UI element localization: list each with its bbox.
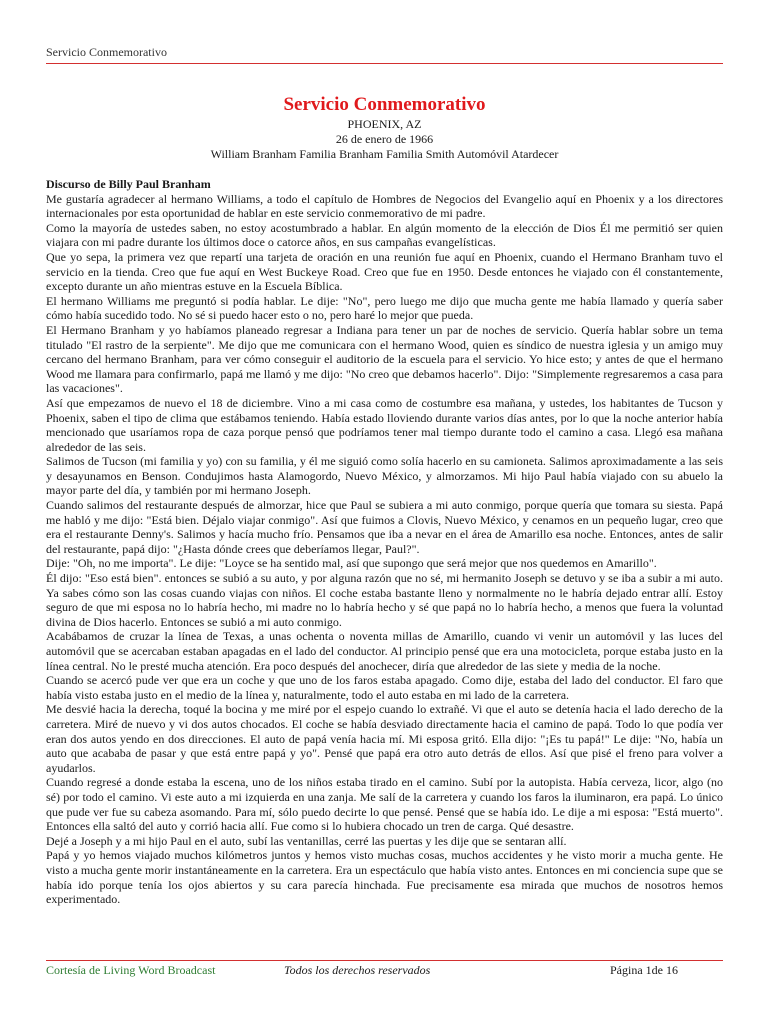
paragraph: Salimos de Tucson (mi familia y yo) con su familia, y él me siguió como solía hacerlo en su camioneta. Salimos aproximadamente a las seis y desayunamos en Benson. Condujimos hasta Alamogordo, Nuevo México, y almorzamos. Mi hijo Paul había viajado con su abuelo la mayor parte del día, y también por mi hermano Joseph. bbox=[46, 454, 723, 498]
page-number: Página 1de 16 bbox=[610, 963, 678, 977]
paragraph: Me gustaría agradecer al hermano Williams, a todo el capítulo de Hombres de Negocios del Evangelio aquí en Phoenix y a los directores internacionales por esta oportunidad de hablar en este servicio conmemorativo de mi padre. bbox=[46, 191, 723, 221]
header-divider bbox=[46, 63, 723, 64]
paragraph: Dejé a Joseph y a mi hijo Paul en el auto, subí las ventanillas, cerré las puertas y les dije que se sentaran allí. bbox=[46, 833, 567, 848]
paragraph: Él dijo: "Eso está bien". entonces se subió a su auto, y por alguna razón que no sé, mi hermanito Joseph se detuvo y se iba a subir a mi auto. Ya sabes cómo son las cosas cuando viajas con niños. El coche estaba bastante lleno y normalmente no le habría dejado entrar allí. Estoy seguro de que mi esposa no lo habría hecho, mi madre no lo habría hecho y sé que papá no lo habría hecho, a menos que fuera la voluntad divina de Dios hacerlo. Entonces se subió a mi auto conmigo. bbox=[46, 571, 723, 629]
location-line: PHOENIX, AZ bbox=[347, 117, 422, 131]
paragraph: Como la mayoría de ustedes saben, no estoy acostumbrado a hablar. En algún momento de la elección de Dios Él me permitió ser quien viajara con mi padre durante los últimos doce o catorce años, en sus campañas evangelísticas. bbox=[46, 220, 723, 250]
document-title: Servicio Conmemorativo bbox=[283, 94, 486, 115]
title-block bbox=[46, 93, 723, 162]
paragraph: Cuando salimos del restaurante después de almorzar, hice que Paul se subiera a mi auto conmigo, porque quería que tomara su siesta. Papá me habló y me dijo: "Está bien. Déjalo viajar conmigo". Así que fuimos a Clovis, Nuevo México, y cenamos en un pequeño lugar, creo que era el restaurante Denny's. Salimos y hacía mucho frío. Pensamos que iba a nevar en el área de Amarillo esa noche. Entonces, antes de salir del restaurante, papá dijo: "¿Hasta dónde crees que deberíamos llegar, Paul?". bbox=[46, 498, 723, 556]
paragraph: El hermano Williams me preguntó si podía hablar. Le dije: "No", pero luego me dijo que mucha gente me había llamado y quería saber cómo había sucedido todo. No sé si puedo hacer esto o no, pero haré lo mejor que pueda. bbox=[46, 293, 723, 323]
paragraph: Que yo sepa, la primera vez que repartí una tarjeta de oración en una reunión fue aquí en Phoenix, cuando el Hermano Branham tuvo el servicio en la tienda. Creo que fue aquí en West Buckeye Road. Creo que fue en 1950. Desde entonces he viajado con él constantemente, excepto durante un año mientras estuve en la Escuela Bíblica. bbox=[46, 249, 723, 294]
section-heading: Discurso de Billy Paul Branham bbox=[46, 177, 211, 191]
running-header: Servicio Conmemorativo bbox=[46, 45, 167, 59]
paragraph: Acabábamos de cruzar la línea de Texas, a unas ochenta o noventa millas de Amarillo, cuando vi venir un automóvil y las luces del automóvil que se acercaban estaban apagadas en el lado del conductor. Al principio pensé que era una motocicleta, porque estaba justo en la línea central. No le presté mucha atención. Era poco después del anochecer, diría que alrededor de las siete y media de la noche. bbox=[46, 629, 723, 673]
paragraph: Cuando se acercó pude ver que era un coche y que uno de los faros estaba apagado. Como dije, estaba del lado del conductor. El faro que había visto estaba justo en el medio de la línea y, naturalmente, todo el auto estaba en mi lado de la carretera. bbox=[46, 673, 723, 702]
paragraph: Cuando regresé a donde estaba la escena, uno de los niños estaba tirado en el camino. Subí por la autopista. Había cerveza, licor, algo (no sé) por todo el camino. Vi este auto a mi izquierda en una zanja. Me salí de la carretera y cuando los faros la iluminaron, era papá. Lo único que pude ver fue su cabeza asomando. Para mí, sólo puedo decirte lo que pensé. Pensé que se había ido. Le dije a mi esposa: "Está muerto". Entonces ella saltó del auto y corrió hacia allí. Fue como si lo hubiera chocado un tren de carga. Qué desastre. bbox=[46, 775, 723, 834]
rights-text: Todos los derechos reservados bbox=[284, 963, 431, 977]
document-body bbox=[46, 177, 723, 907]
courtesy-text: Cortesía de Living Word Broadcast bbox=[46, 963, 216, 977]
subtitle-line: William Branham Familia Branham Familia Smith Automóvil Atardecer bbox=[210, 147, 559, 161]
paragraph: El Hermano Branham y yo habíamos planeado regresar a Indiana para tener un par de noches de servicio. Quería hablar sobre un tema titulado "El rastro de la serpiente". Me dijo que me comunicara con el hermano Wood, quien es síndico de nuestra iglesia y un amigo muy cercano del hermano Branham, para ver cómo conseguir el auditorio de la escuela para el servicio. Yo hice esto; y antes de que el hermano Wood me llamara para confirmarlo, papá me llamó y me dijo: "No creo que debamos hacerlo". Dijo: "Simplemente regresaremos a casa para las vacaciones". bbox=[46, 322, 723, 396]
paragraph: Me desvié hacia la derecha, toqué la bocina y me miré por el espejo cuando lo extrañé. Vi que el auto se detenía hacia el lado derecho de la carretera. Miré de nuevo y vi dos autos chocados. El coche se había desviado directamente hacia el camino de papá. Todo lo que podía ver eran dos autos yendo en dos direcciones. El auto de papá venía hacia mí. Mi esposa gritó. Ella dijo: "¡Es tu papá!" Le dije: "No, había un auto que acababa de pasar y que está entre papá y yo". Pensé que papá era otro auto detrás de ellos. Así que pisé el freno para volver a ayudarlos. bbox=[46, 702, 723, 775]
paragraph: Dije: "Oh, no me importa". Le dije: "Loyce se ha sentido mal, así que supongo que será mejor que nos quedemos en Amarillo". bbox=[46, 556, 657, 571]
date-line: 26 de enero de 1966 bbox=[335, 132, 434, 146]
page-footer bbox=[46, 963, 678, 979]
paragraph: Papá y yo hemos viajado muchos kilómetros juntos y hemos visto muchas cosas, muchos accidentes y he visto morir a mucha gente. He visto a mucha gente morir instantáneamente en la carretera. Era un espectáculo que había visto antes. Entonces en mi conciencia supe que se había ido porque tenía los ojos abiertos y su cara parecía hinchada. Fue precisamente esa mirada que muchos de nosotros hemos experimentado. bbox=[46, 848, 723, 907]
paragraph: Así que empezamos de nuevo el 18 de diciembre. Vino a mi casa como de costumbre esa mañana, y ustedes, los habitantes de Tucson y Phoenix, saben el tipo de clima que estábamos teniendo. Había estado lloviendo durante varios días antes, por lo que la noche anterior había mencionado que usaríamos ropa de caza porque pensó que podríamos tener mal tiempo durante todo el camino a casa. Llegó esa mañana alrededor de las seis. bbox=[46, 395, 723, 454]
footer-divider bbox=[46, 960, 723, 961]
